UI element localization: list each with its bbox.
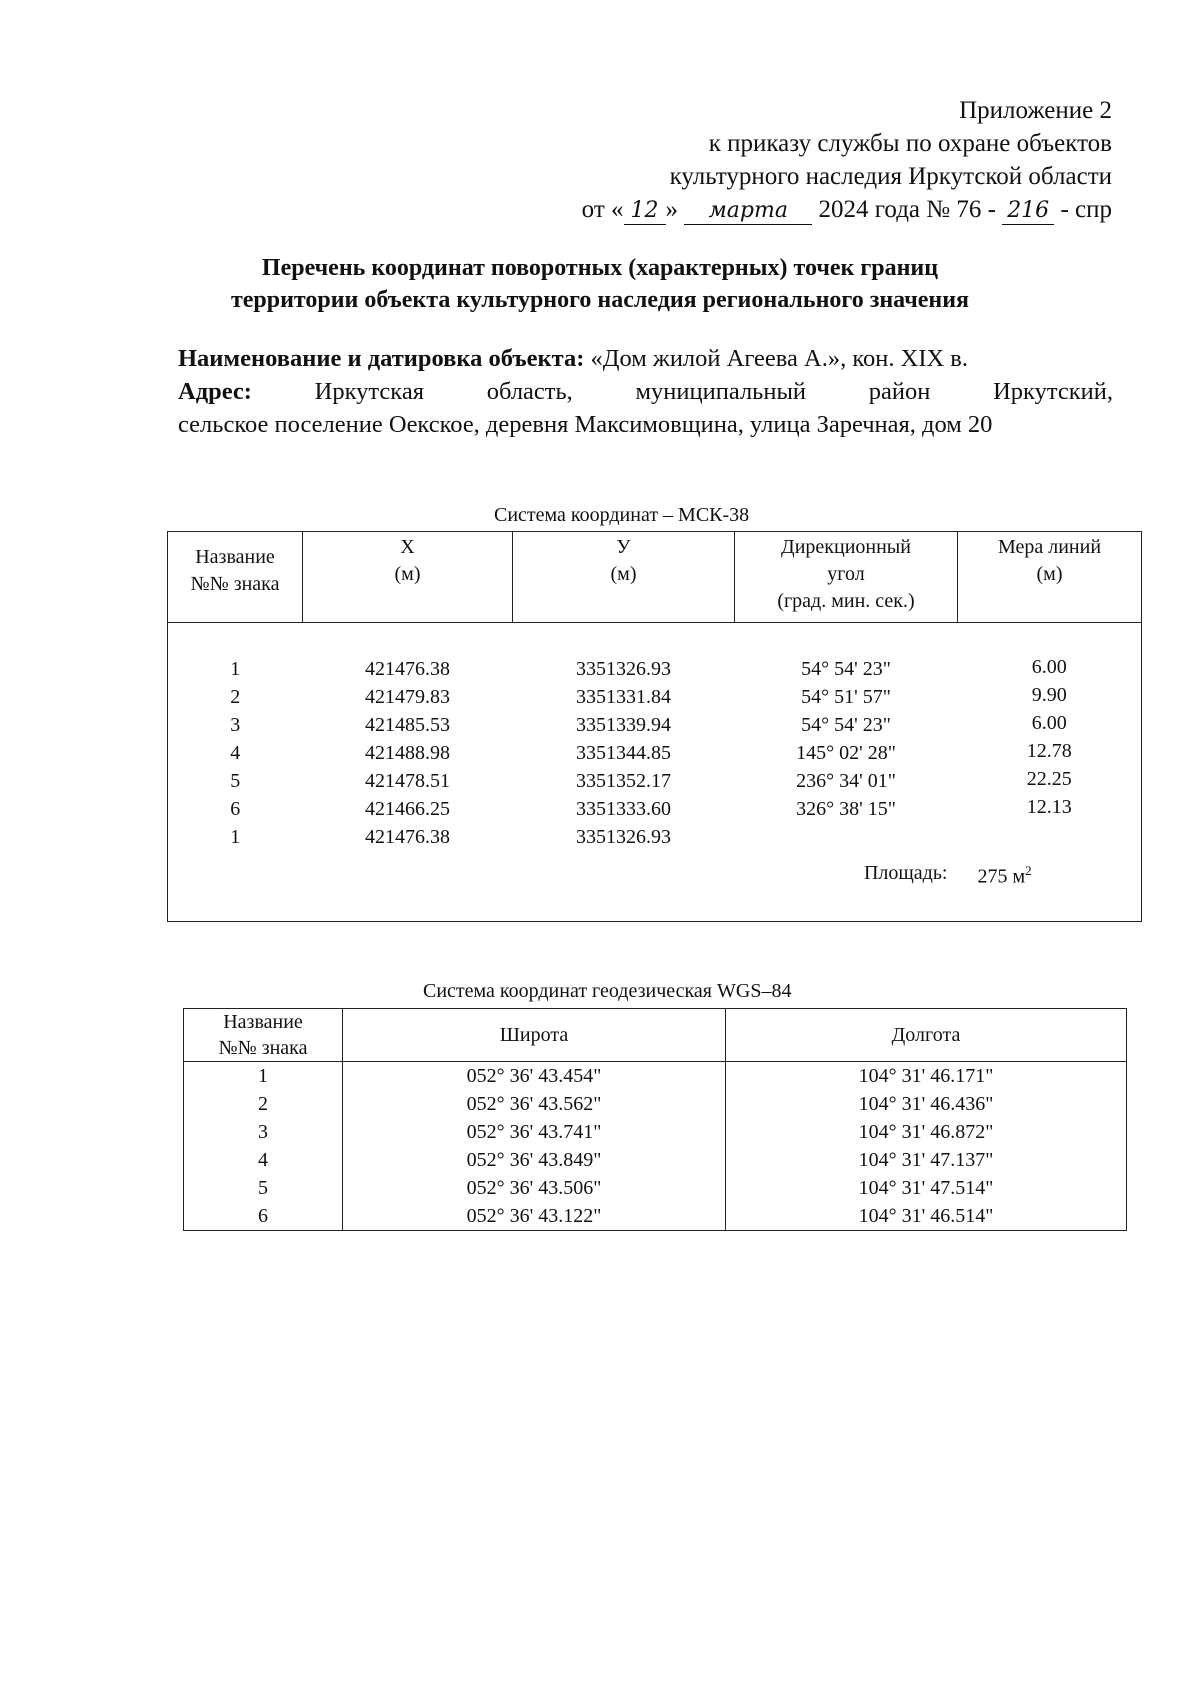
- wgs-point: 6: [258, 1205, 268, 1227]
- wgs-latitude: 052° 36' 43.741": [343, 1118, 726, 1146]
- msk-point: 3: [230, 714, 241, 736]
- wgs-latitude: 052° 36' 43.454": [343, 1062, 726, 1091]
- wgs-header-latitude: Широта: [343, 1009, 726, 1062]
- msk-point: 6: [230, 798, 241, 820]
- msk-angle-value: 54° 51' 57": [801, 686, 891, 708]
- date-quote-close: »: [665, 196, 679, 223]
- msk-point: 1: [230, 826, 241, 848]
- msk-header-angle: Дирекционный угол (град. мин. сек.): [735, 532, 958, 623]
- msk-point: 4: [230, 742, 241, 764]
- msk-y-value: 3351339.94: [576, 714, 671, 736]
- msk-x-value: 421476.38: [365, 826, 450, 848]
- msk-col-points: [168, 623, 303, 922]
- msk-angle-value: 54° 54' 23": [801, 714, 891, 736]
- address-line-1: [178, 375, 1113, 408]
- wgs-longitude: 104° 31' 47.137": [726, 1146, 1127, 1174]
- handwritten-day: 12: [624, 198, 666, 225]
- msk-coordinates-table: [167, 531, 1142, 922]
- table-row: [184, 1202, 1127, 1231]
- msk-length-value: 9.90: [1031, 684, 1067, 706]
- object-name-value: «Дом жилой Агеева А.», кон. XIX в.: [590, 345, 969, 372]
- table-row: [184, 1146, 1127, 1174]
- date-prefix: от «: [581, 196, 624, 223]
- wgs-table-header-row: [184, 1009, 1127, 1062]
- order-reference: к приказу службы по охране объектов: [708, 130, 1112, 157]
- wgs-point: 1: [258, 1065, 268, 1087]
- wgs-table-body: [184, 1062, 1127, 1231]
- address-line-2: сельское поселение Оекское, деревня Максимовщина, улица Заречная, дом 20: [178, 411, 993, 438]
- table-row: [184, 1118, 1127, 1146]
- wgs-latitude: 052° 36' 43.506": [343, 1174, 726, 1202]
- msk-y-value: 3351331.84: [576, 686, 671, 708]
- wgs-point: 2: [258, 1093, 268, 1115]
- msk-col-angles: [735, 623, 958, 922]
- msk-length-value: 12.13: [1026, 796, 1072, 818]
- msk-header-point: Название №№ знака: [168, 532, 303, 623]
- wgs-longitude: 104° 31' 47.514": [726, 1174, 1127, 1202]
- msk-header-y: У (м): [513, 532, 735, 623]
- wgs-point: 5: [258, 1177, 268, 1199]
- msk-col-lengths: [958, 623, 1142, 922]
- order-suffix: - спр: [1060, 196, 1112, 223]
- document-title: [0, 252, 1200, 316]
- object-name-line: [178, 342, 1113, 375]
- area-label: Площадь:: [863, 862, 948, 884]
- table-row: [184, 1174, 1127, 1202]
- wgs-longitude: 104° 31' 46.436": [726, 1090, 1127, 1118]
- title-line-2: территории объекта культурного наследия регионального значения: [230, 287, 970, 313]
- msk-angle-value: 236° 34' 01": [796, 770, 896, 792]
- wgs-point: 3: [258, 1121, 268, 1143]
- msk-x-value: 421466.25: [365, 798, 450, 820]
- wgs-longitude: 104° 31' 46.171": [726, 1062, 1127, 1091]
- msk-length-value: 22.25: [1026, 768, 1072, 790]
- wgs-header-point: Название №№ знака: [184, 1009, 343, 1062]
- order-date-line: [582, 193, 1112, 226]
- wgs-coordinates-table: [183, 1008, 1127, 1231]
- msk-length-value: 6.00: [1031, 656, 1067, 678]
- handwritten-order-number: 216: [1002, 198, 1054, 225]
- order-authority: культурного наследия Иркутской области: [669, 163, 1112, 190]
- wgs-point: 4: [258, 1149, 268, 1171]
- table-row: [184, 1090, 1127, 1118]
- msk-table-caption: Система координат – МСК-38: [494, 504, 750, 526]
- msk-angle-value: 326° 38' 15": [796, 798, 896, 820]
- wgs-latitude: 052° 36' 43.122": [343, 1202, 726, 1231]
- msk-y-value: 3351326.93: [576, 826, 671, 848]
- msk-length-value: 12.78: [1026, 740, 1072, 762]
- msk-y-value: 3351333.60: [576, 798, 671, 820]
- msk-angle-value: 145° 02' 28": [796, 742, 896, 764]
- msk-x-value: 421485.53: [365, 714, 450, 736]
- msk-x-value: 421478.51: [365, 770, 450, 792]
- msk-header-length: Мера линий (м): [958, 532, 1142, 623]
- wgs-longitude: 104° 31' 46.514": [726, 1202, 1127, 1231]
- msk-table-header-row: [168, 532, 1142, 623]
- wgs-header-longitude: Долгота: [726, 1009, 1127, 1062]
- msk-table-body: [168, 623, 1142, 922]
- title-line-1: Перечень координат поворотных (характерных) точек границ: [261, 255, 939, 281]
- msk-point: 2: [230, 686, 241, 708]
- msk-point: 5: [230, 770, 241, 792]
- msk-x-value: 421488.98: [365, 742, 450, 764]
- wgs-longitude: 104° 31' 46.872": [726, 1118, 1127, 1146]
- msk-angle-value: 54° 54' 23": [801, 658, 891, 680]
- address-label: Адрес:: [178, 378, 252, 405]
- appendix-header: [582, 94, 1112, 226]
- msk-y-value: 3351326.93: [576, 658, 671, 680]
- msk-x-value: 421476.38: [365, 658, 450, 680]
- msk-col-y: [513, 623, 735, 922]
- wgs-latitude: 052° 36' 43.849": [343, 1146, 726, 1174]
- wgs-latitude: 052° 36' 43.562": [343, 1090, 726, 1118]
- appendix-number: Приложение 2: [959, 97, 1112, 124]
- msk-length-value: 6.00: [1031, 712, 1067, 734]
- msk-y-value: 3351344.85: [576, 742, 671, 764]
- msk-x-value: 421479.83: [365, 686, 450, 708]
- msk-col-x: [303, 623, 513, 922]
- area-value: 275 $м^2$: [977, 863, 1032, 888]
- wgs-table-caption: Система координат геодезическая WGS–84: [423, 980, 792, 1002]
- msk-y-value: 3351352.17: [576, 770, 671, 792]
- year-and-number: 2024 года № 76 -: [818, 196, 996, 223]
- msk-point: 1: [230, 658, 241, 680]
- msk-header-x: X (м): [303, 532, 513, 623]
- address-part-1: Иркутская область, муниципальный район Иркутский,: [314, 378, 1113, 405]
- table-row: [184, 1062, 1127, 1091]
- handwritten-month: марта: [684, 198, 812, 225]
- object-name-label: Наименование и датировка объекта:: [178, 345, 585, 372]
- object-info: [178, 342, 1113, 441]
